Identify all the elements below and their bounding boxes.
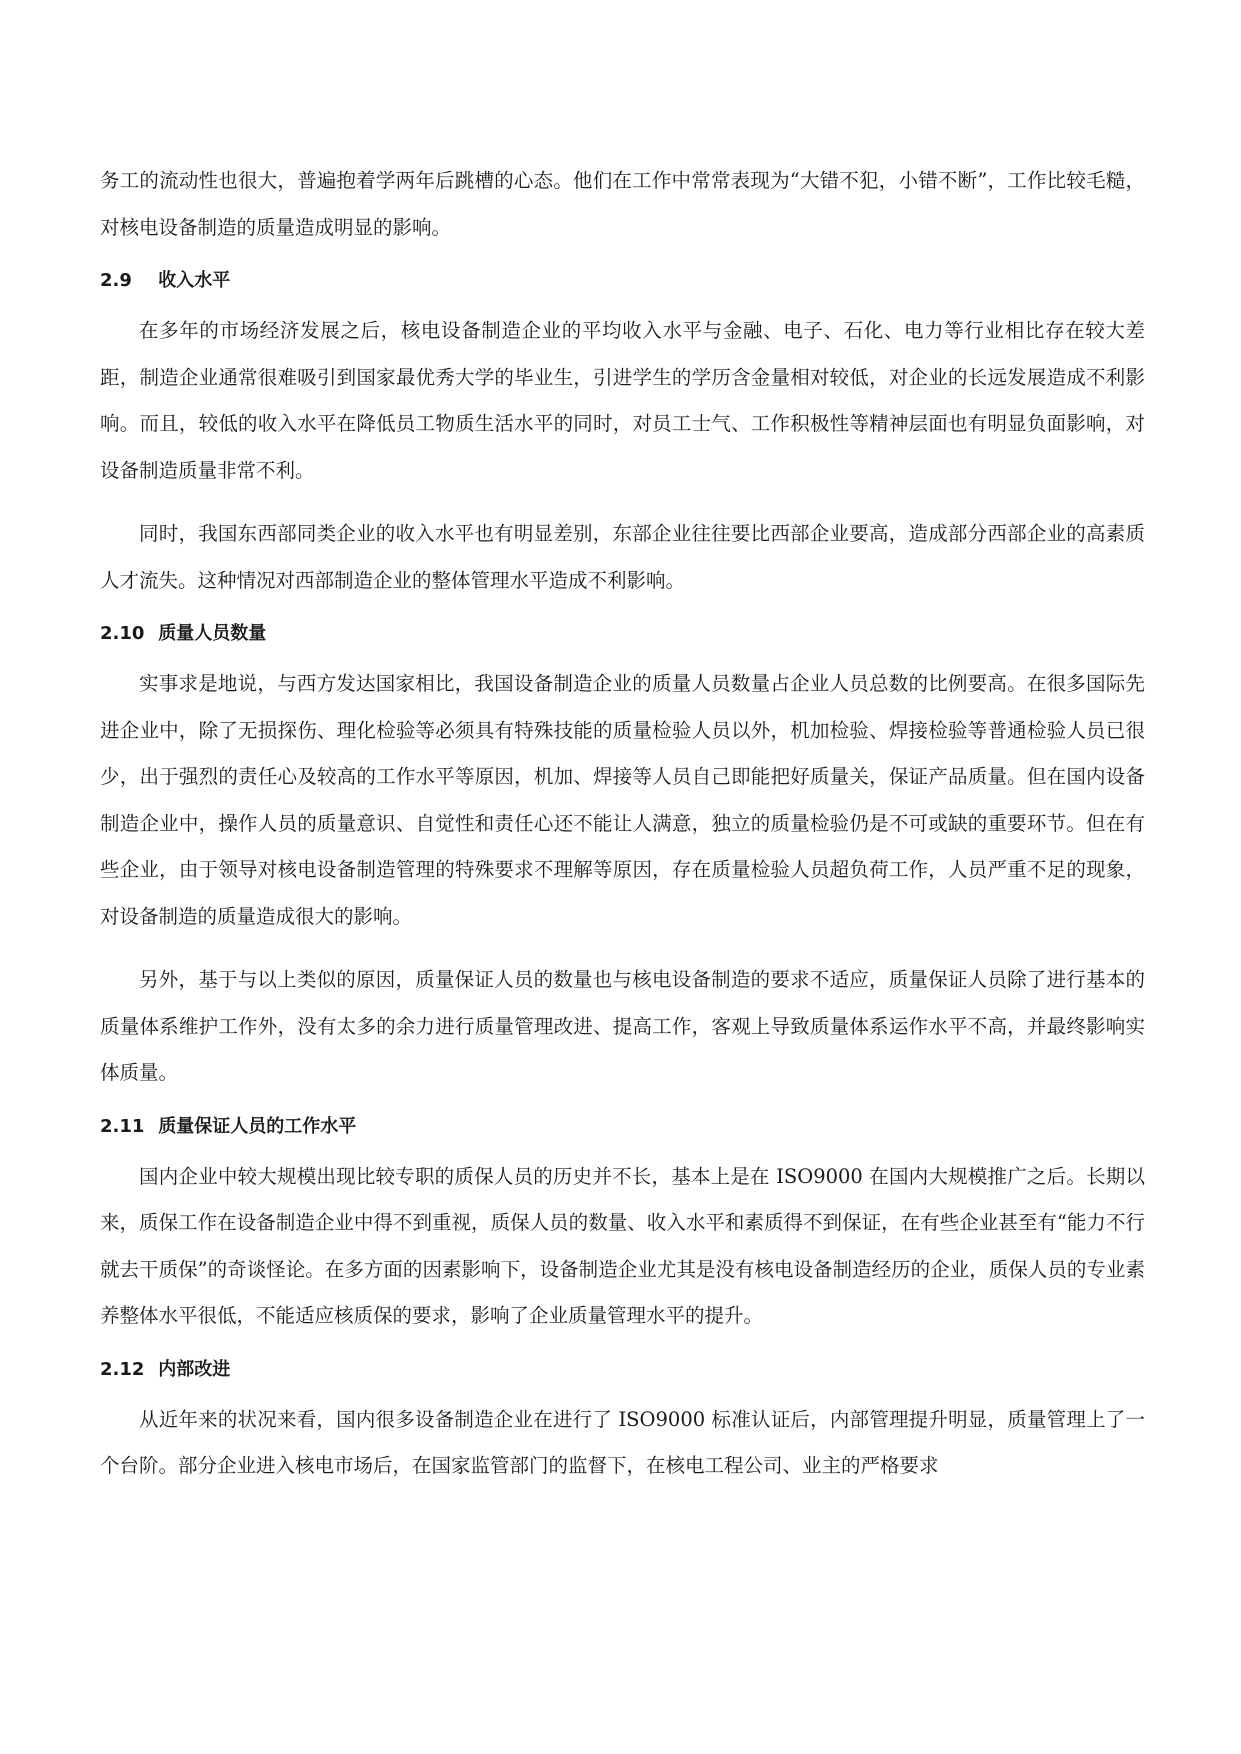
section-title: 内部改进: [158, 1358, 231, 1380]
section-heading-2-12: [100, 1353, 1145, 1387]
section-number: 2.10: [100, 623, 145, 644]
section-heading-2-10: [100, 617, 1145, 651]
section-number: 2.11: [100, 1115, 145, 1137]
paragraph: 从近年来的状况来看，国内很多设备制造企业在进行了 ISO9000 标准认证后，内部管理提升明显，质量管理上了一个台阶。部分企业进入核电市场后，在国家监管部门的监督下，在核电工程公司、业主的严格要求: [100, 1407, 1145, 1477]
section-title: 收入水平: [158, 270, 231, 291]
paragraph: 实事求是地说，与西方发达国家相比，我国设备制造企业的质量人员数量占企业人员总数的比例要高。在很多国际先进企业中，除了无损探伤、理化检验等必须具有特殊技能的质量检验人员以外，机加检验、焊接检验等普通检验人员已很少，出于强烈的责任心及较高的工作水平等原因，机加、焊接等人员自己即能把好质量关，保证产品质量。但在国内设备制造企业中，操作人员的质量意识、自觉性和责任心还不能让人满意，独立的质量检验仍是不可或缺的重要环节。但在有些企业，由于领导对核电设备制造管理的特殊要求不理解等原因，存在质量检验人员超负荷工作，人员严重不足的现象，对设备制造的质量造成很大的影响。: [100, 672, 1145, 928]
section-heading-2-9: [100, 264, 1145, 298]
section-number: 2.9: [100, 270, 132, 291]
paragraph: 在多年的市场经济发展之后，核电设备制造企业的平均收入水平与金融、电子、石化、电力等行业相比存在较大差距，制造企业通常很难吸引到国家最优秀大学的毕业生，引进学生的学历含金量相对较低，对企业的长远发展造成不利影响。而且，较低的收入水平在降低员工物质生活水平的同时，对员工士气、工作积极性等精神层面也有明显负面影响，对设备制造质量非常不利。: [100, 319, 1145, 482]
section-heading-2-11: [100, 1110, 1145, 1144]
section-number: 2.12: [100, 1358, 145, 1380]
paragraph-continued: 务工的流动性也很大，普遍抱着学两年后跳槽的心态。他们在工作中常常表现为“大错不犯，小错不断”，工作比较毛糙，对核电设备制造的质量造成明显的影响。: [100, 169, 1145, 239]
paragraph: 同时，我国东西部同类企业的收入水平也有明显差别，东部企业往往要比西部企业要高，造成部分西部企业的高素质人才流失。这种情况对西部制造企业的整体管理水平造成不利影响。: [100, 522, 1145, 592]
section-title: 质量人员数量: [158, 623, 267, 644]
paragraph: 另外，基于与以上类似的原因，质量保证人员的数量也与核电设备制造的要求不适应，质量保证人员除了进行基本的质量体系维护工作外，没有太多的余力进行质量管理改进、提高工作，客观上导致质量体系运作水平不高，并最终影响实体质量。: [100, 968, 1145, 1084]
section-title: 质量保证人员的工作水平: [158, 1115, 357, 1137]
paragraph: 国内企业中较大规模出现比较专职的质保人员的历史并不长，基本上是在 ISO9000 在国内大规模推广之后。长期以来，质保工作在设备制造企业中得不到重视，质保人员的数量、收入水平和素质得不到保证，在有些企业甚至有“能力不行就去干质保”的奇谈怪论。在多方面的因素影响下，设备制造企业尤其是没有核电设备制造经历的企业，质保人员的专业素养整体水平很低，不能适应核质保的要求，影响了企业质量管理水平的提升。: [100, 1164, 1145, 1327]
document-body: [100, 158, 1145, 1507]
